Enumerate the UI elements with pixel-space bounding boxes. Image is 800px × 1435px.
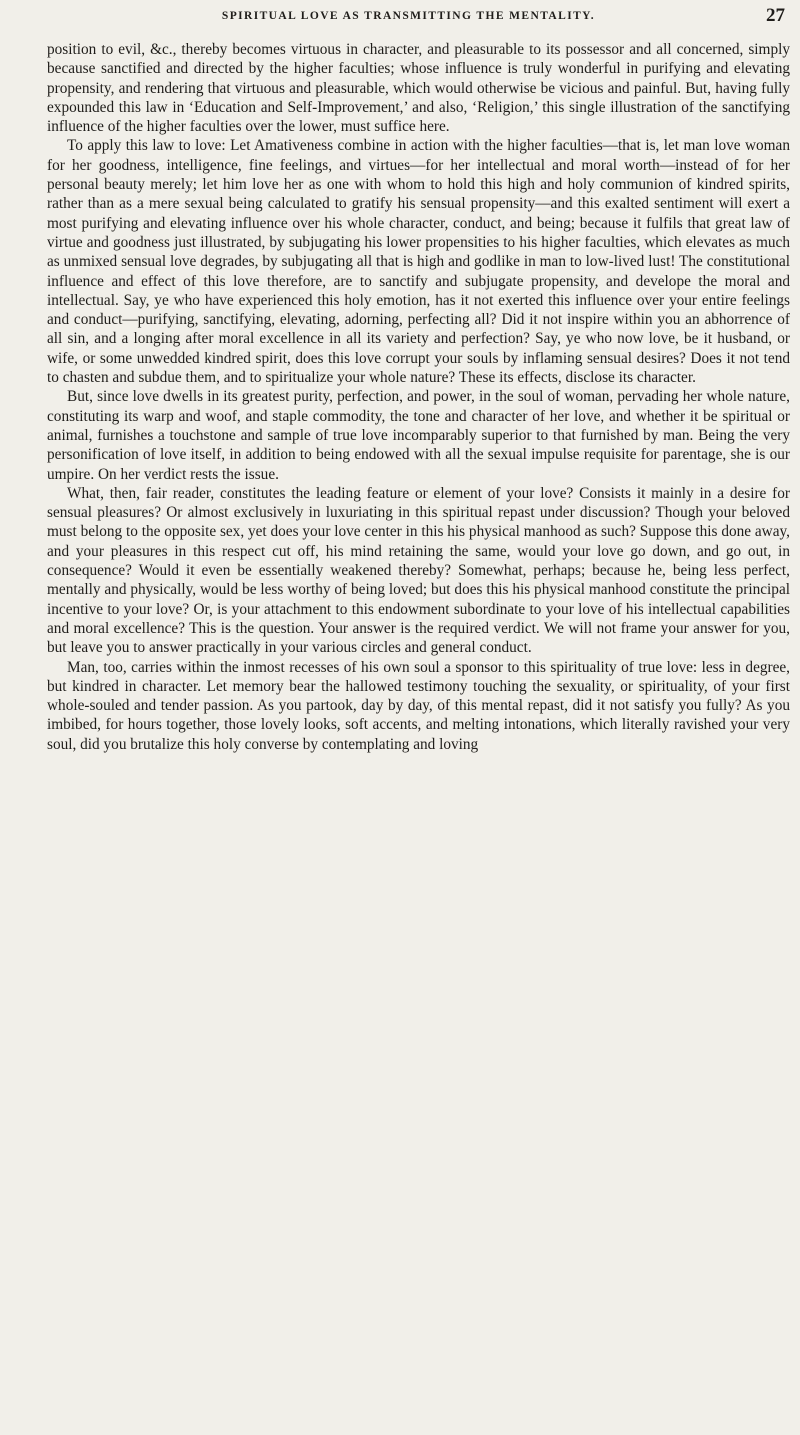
running-title: SPIRITUAL LOVE AS TRANSMITTING THE MENTALITY. bbox=[221, 10, 596, 22]
page-number: 27 bbox=[766, 5, 785, 26]
paragraph: Man, too, carries within the inmost recesses of his own soul a sponsor to this spirituality of true love: less in degree, but kindred in character. Let memory bear the hallowed testimony touching the sexuality, or spirituality, of your first whole-souled and tender passion. As you partook, day by day, of this mental repast, did it not satisfy you fully? As you imbibed, for hours together, those lovely looks, soft accents, and melting intonations, which literally ravished your very soul, did you brutalize this holy converse by contemplating and loving bbox=[47, 658, 790, 753]
body-text bbox=[47, 40, 790, 754]
paragraph: What, then, fair reader, constitutes the leading feature or element of your love? Consists it mainly in a desire for sensual pleasures? Or almost exclusively in luxuriating in this spiritual repast under discussion? Though your beloved must belong to the opposite sex, yet does your love center in this his physical manhood as such? Suppose this done away, and your pleasures in this respect cut off, his mind retaining the same, would your love go down, and go out, in consequence? Would it even be essentially weakened thereby? Somewhat, perhaps; because he, being less perfect, mentally and physically, would be less worthy of being loved; but does this his physical manhood constitute the principal incentive to your love? Or, is your attachment to this endowment subordinate to your love of his intellectual capabilities and moral excellence? This is the question. Your answer is the required verdict. We will not frame your answer for you, but leave you to answer practically in your various circles and general conduct. bbox=[47, 484, 790, 657]
paragraph: But, since love dwells in its greatest purity, perfection, and power, in the soul of woman, pervading her whole nature, constituting its warp and woof, and staple commodity, the tone and character of her love, and whether it be spiritual or animal, furnishes a touchstone and sample of true love incomparably superior to that furnished by man. Being the very personification of love itself, in addition to being endowed with all the sexual impulse requisite for parentage, she is our umpire. On her verdict rests the issue. bbox=[47, 388, 790, 483]
running-header bbox=[47, 0, 790, 40]
paragraph: To apply this law to love: Let Amativeness combine in action with the higher faculties—that is, let man love woman for her goodness, intelligence, fine feelings, and virtues—for her intellectual and moral worth—instead of for her personal beauty merely; let him love her as one with whom to hold this high and holy communion of kindred spirits, rather than as a mere sexual being calculated to gratify his sensual propensity—and this exalted sentiment will exert a most purifying and elevating influence over his whole character, conduct, and being; because it fulfils that great law of virtue and goodness just illustrated, by subjugating his lower propensities to his higher faculties, which elevates as much as unmixed sensual love degrades, by subjugating all that is high and godlike in man to low-lived lust! The constitutional influence and effect of this love therefore, are to sanctify and subjugate propensity, and develope the moral and intellectual. Say, ye who have experienced this holy emotion, has it not exerted this influence over your entire feelings and conduct—purifying, sanctifying, elevating, adorning, perfecting all? Did it not inspire within you an abhorrence of all sin, and a longing after moral excellence in all its variety and perfection? Say, ye who now love, be it husband, or wife, or some unwedded kindred spirit, does this love corrupt your souls by inflaming sensual desires? Does it not tend to chasten and subdue them, and to spiritualize your whole nature? These its effects, disclose its character. bbox=[47, 137, 790, 387]
paragraph: position to evil, &c., thereby becomes virtuous in character, and pleasurable to its possessor and all concerned, simply because sanctified and directed by the higher faculties; whose influence is truly wonderful in purifying and elevating propensity, and rendering that virtuous and pleasurable, which would otherwise be vicious and painful. But, having fully expounded this law in ‘Education and Self-Improvement,’ and also, ‘Religion,’ this single illustration of the sanctifying influence of the higher faculties over the lower, must suffice here. bbox=[47, 41, 790, 136]
